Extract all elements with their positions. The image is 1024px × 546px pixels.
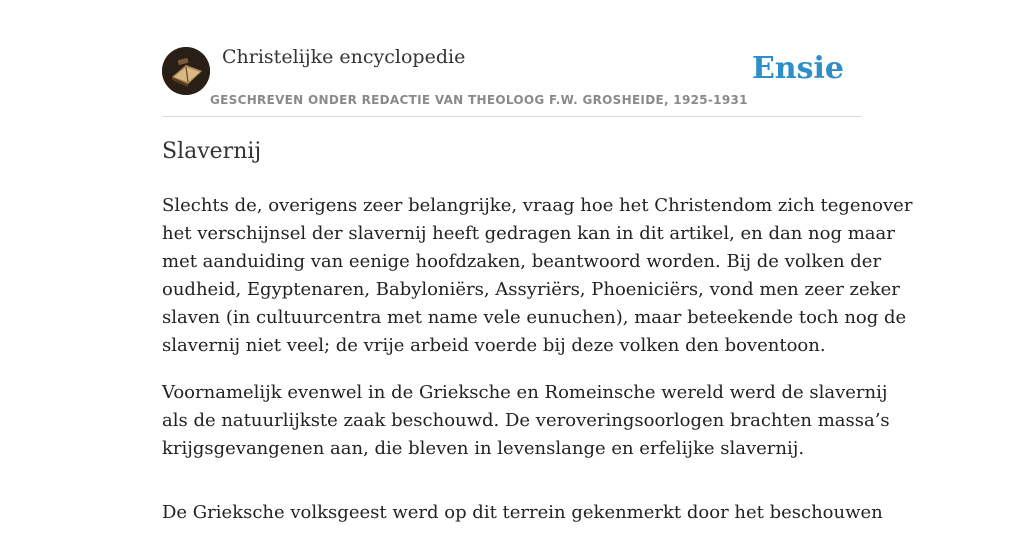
site-subtitle: GESCHREVEN ONDER REDACTIE VAN THEOLOOG F.W. GROSHEIDE, 1925-1931	[210, 93, 748, 107]
paragraph	[162, 192, 913, 360]
site-header	[162, 46, 862, 117]
article-body	[162, 192, 913, 546]
text-line: met aanduiding van eenige hoofdzaken, beantwoord worden. Bij de volken der	[162, 251, 882, 272]
paragraph	[162, 499, 883, 527]
text-line: Slechts de, overigens zeer belangrijke, vraag hoe het Christendom zich tegenover	[162, 195, 913, 216]
text-line: slavernij niet veel; de vrije arbeid voerde bij deze volken den boventoon.	[162, 335, 826, 356]
text-line: krijgsgevangenen aan, die bleven in levenslange en erfelijke slavernij.	[162, 438, 805, 459]
text-line: De Grieksche volksgeest werd op dit terrein gekenmerkt door het beschouwen	[162, 502, 883, 523]
site-title[interactable]: Christelijke encyclopedie	[222, 46, 466, 68]
article-title: Slavernij	[162, 139, 262, 164]
text-line: Voornamelijk evenwel in de Grieksche en Romeinsche wereld werd de slavernij	[162, 382, 888, 403]
text-line: slaven (in cultuurcentra met name vele eunuchen), maar beteekende toch nog de	[162, 307, 907, 328]
brand-logo-link[interactable]: Ensie	[751, 51, 844, 86]
text-line: oudheid, Egyptenaren, Babyloniërs, Assyriërs, Phoeniciërs, vond men zeer zeker	[162, 279, 900, 300]
book-photo-icon[interactable]	[162, 47, 210, 95]
text-line: als de natuurlijkste zaak beschouwd. De veroveringsoorlogen brachten massa’s	[162, 410, 890, 431]
paragraph	[162, 379, 890, 463]
text-line: het verschijnsel der slavernij heeft gedragen kan in dit artikel, en dan nog maar	[162, 223, 895, 244]
